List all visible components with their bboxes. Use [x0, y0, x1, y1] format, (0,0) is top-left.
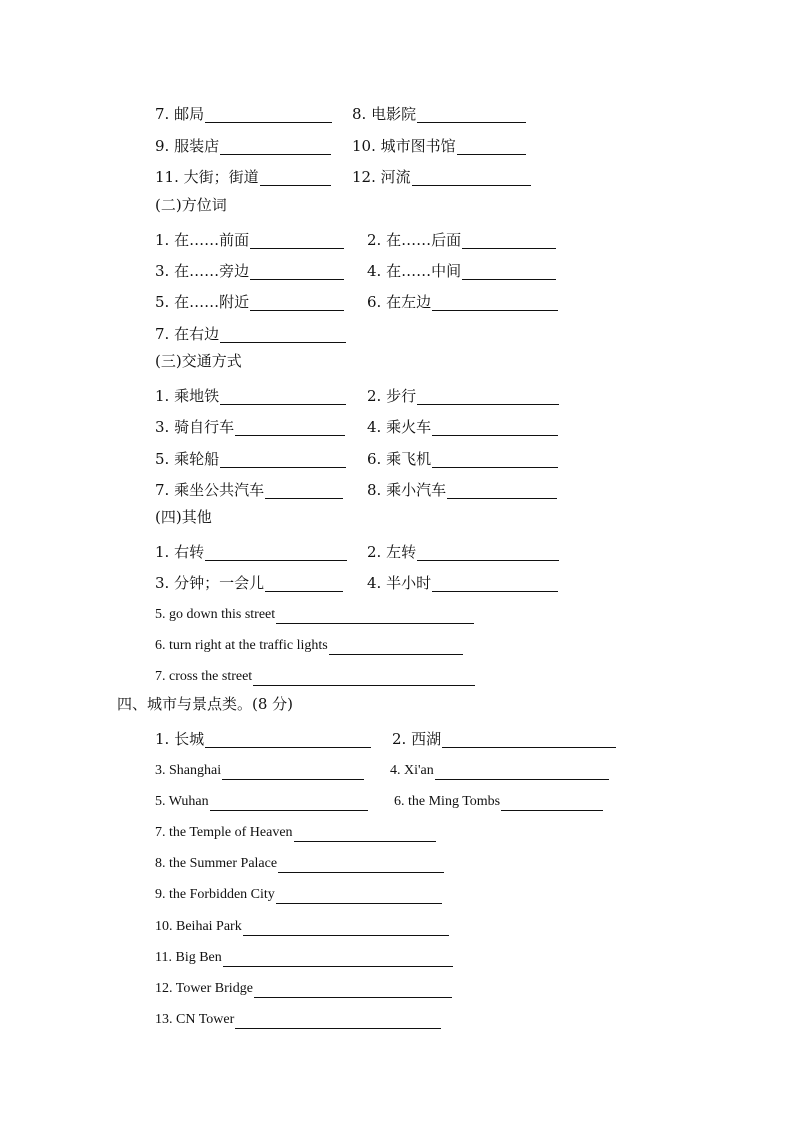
answer-blank[interactable] [265, 482, 343, 499]
others-heading: (四)其他 [155, 508, 212, 526]
item-by-bike [155, 414, 345, 436]
item-turn-right-lights [155, 633, 463, 655]
answer-blank[interactable] [223, 950, 453, 967]
answer-blank[interactable] [417, 544, 559, 561]
item-river [352, 164, 531, 186]
item-label: 8. 电影院 [352, 105, 417, 123]
answer-blank[interactable] [276, 607, 474, 624]
item-ming-tombs [394, 789, 603, 811]
item-by-plane [367, 446, 558, 468]
item-label: 1. 长城 [155, 730, 205, 748]
item-cinema [352, 101, 526, 123]
item-label: 7. 邮局 [155, 105, 205, 123]
item-behind [367, 227, 556, 249]
item-label: 7. cross the street [155, 669, 253, 684]
section4-heading: 四、城市与景点类。(8 分) [117, 695, 294, 713]
item-label: 4. 在……中间 [367, 262, 462, 280]
item-label: 7. 乘坐公共汽车 [155, 481, 265, 499]
item-west-lake [392, 726, 616, 748]
answer-blank[interactable] [432, 575, 558, 592]
item-by-car [367, 477, 557, 499]
answer-blank[interactable] [432, 419, 558, 436]
item-label: 1. 乘地铁 [155, 387, 220, 405]
answer-blank[interactable] [447, 482, 557, 499]
item-go-down-street [155, 602, 474, 624]
item-label: 8. the Summer Palace [155, 856, 278, 871]
answer-blank[interactable] [253, 669, 475, 686]
item-label: 4. 半小时 [367, 574, 432, 592]
answer-blank[interactable] [462, 232, 556, 249]
answer-blank[interactable] [412, 169, 531, 186]
item-forbidden-city [155, 882, 442, 904]
item-label: 8. 乘小汽车 [367, 481, 447, 499]
answer-blank[interactable] [222, 763, 364, 780]
answer-blank[interactable] [235, 1012, 441, 1029]
item-label: 3. 在……旁边 [155, 262, 250, 280]
item-on-foot [367, 383, 559, 405]
answer-blank[interactable] [205, 106, 332, 123]
answer-blank[interactable] [220, 451, 346, 468]
item-label: 5. 在……附近 [155, 293, 250, 311]
item-label: 4. Xi'an [390, 763, 434, 778]
answer-blank[interactable] [435, 763, 609, 780]
answer-blank[interactable] [210, 794, 368, 811]
answer-blank[interactable] [235, 419, 345, 436]
item-label: 7. 在右边 [155, 325, 220, 343]
item-cross-street [155, 664, 475, 686]
item-label: 6. turn right at the traffic lights [155, 638, 328, 653]
item-label: 9. 服装店 [155, 137, 220, 155]
answer-blank[interactable] [417, 106, 526, 123]
item-big-ben [155, 945, 453, 967]
item-half-hour [367, 570, 558, 592]
answer-blank[interactable] [220, 138, 331, 155]
item-label: 6. the Ming Tombs [394, 794, 501, 809]
item-label: 3. Shanghai [155, 763, 222, 778]
item-label: 10. Beihai Park [155, 919, 242, 934]
answer-blank[interactable] [220, 388, 346, 405]
item-by-ship [155, 446, 346, 468]
item-cn-tower [155, 1007, 441, 1029]
item-label: 2. 步行 [367, 387, 417, 405]
item-beside [155, 258, 344, 280]
item-label: 6. 乘飞机 [367, 450, 432, 468]
item-label: 5. 乘轮船 [155, 450, 220, 468]
item-street [155, 164, 331, 186]
answer-blank[interactable] [462, 263, 556, 280]
item-label: 6. 在左边 [367, 293, 432, 311]
answer-blank[interactable] [276, 887, 442, 904]
item-clothes-shop [155, 133, 331, 155]
item-wuhan [155, 789, 368, 811]
item-label: 12. 河流 [352, 168, 411, 186]
item-xian [390, 758, 609, 780]
item-by-train [367, 414, 558, 436]
item-label: 10. 城市图书馆 [352, 137, 456, 155]
answer-blank[interactable] [220, 326, 346, 343]
answer-blank[interactable] [250, 294, 344, 311]
item-city-library [352, 133, 526, 155]
directions-heading: (二)方位词 [155, 196, 227, 214]
item-by-subway [155, 383, 346, 405]
answer-blank[interactable] [294, 825, 436, 842]
answer-blank[interactable] [265, 575, 343, 592]
item-temple-of-heaven [155, 820, 436, 842]
answer-blank[interactable] [250, 232, 344, 249]
item-label: 3. 分钟；一会儿 [155, 574, 265, 592]
item-label: 1. 右转 [155, 543, 205, 561]
answer-blank[interactable] [457, 138, 526, 155]
item-label: 2. 在……后面 [367, 231, 462, 249]
answer-blank[interactable] [442, 731, 616, 748]
item-turn-left [367, 539, 559, 561]
answer-blank[interactable] [260, 169, 331, 186]
item-label: 2. 西湖 [392, 730, 442, 748]
item-in-front-of [155, 227, 344, 249]
answer-blank[interactable] [205, 544, 347, 561]
item-beihai-park [155, 914, 449, 936]
item-post-office [155, 101, 332, 123]
item-by-bus [155, 477, 343, 499]
answer-blank[interactable] [243, 919, 449, 936]
answer-blank[interactable] [205, 731, 371, 748]
item-label: 11. 大街；街道 [155, 168, 259, 186]
item-between [367, 258, 556, 280]
item-label: 2. 左转 [367, 543, 417, 561]
item-label: 12. Tower Bridge [155, 981, 253, 996]
item-label: 4. 乘火车 [367, 418, 432, 436]
item-minute [155, 570, 343, 592]
answer-blank[interactable] [254, 981, 452, 998]
transport-heading: (三)交通方式 [155, 352, 242, 370]
answer-blank[interactable] [278, 856, 444, 873]
item-label: 7. the Temple of Heaven [155, 825, 293, 840]
item-label: 13. CN Tower [155, 1012, 235, 1027]
item-label: 11. Big Ben [155, 950, 222, 965]
answer-blank[interactable] [432, 294, 558, 311]
item-label: 5. Wuhan [155, 794, 209, 809]
item-label: 5. go down this street [155, 607, 276, 622]
item-shanghai [155, 758, 364, 780]
item-summer-palace [155, 851, 444, 873]
item-great-wall [155, 726, 371, 748]
answer-blank[interactable] [250, 263, 344, 280]
item-label: 1. 在……前面 [155, 231, 250, 249]
item-label: 3. 骑自行车 [155, 418, 235, 436]
answer-blank[interactable] [329, 638, 463, 655]
answer-blank[interactable] [432, 451, 558, 468]
item-tower-bridge [155, 976, 452, 998]
item-turn-right [155, 539, 347, 561]
item-near [155, 289, 344, 311]
answer-blank[interactable] [501, 794, 603, 811]
item-on-the-left [367, 289, 558, 311]
answer-blank[interactable] [417, 388, 559, 405]
item-on-the-right [155, 321, 346, 343]
item-label: 9. the Forbidden City [155, 887, 275, 902]
